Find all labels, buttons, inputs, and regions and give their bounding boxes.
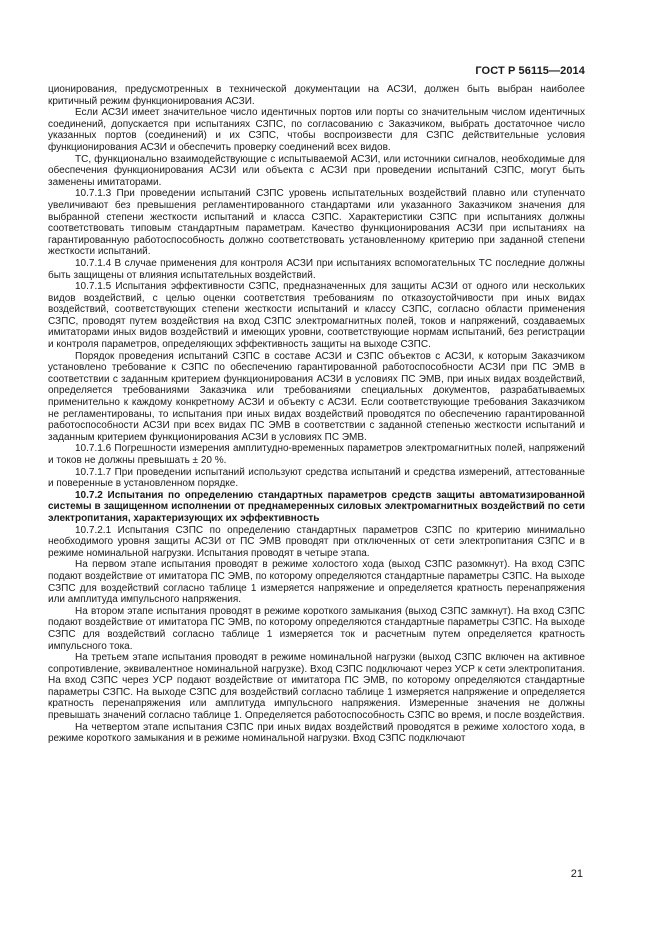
paragraph-stage-one: На первом этапе испытания проводят в режиме холостого хода (выход СЗПС разомкнут). На вход СЗПС подают воздействие от имитатора ПС ЭМВ, по которому определяются стандартные параметры СЗПС. На выходе СЗПС для воздействий согласно таблице 1 измеряется напряжение и определяется кратность перенапряжения или амплитуда импульсного напряжения. (48, 559, 585, 606)
clause-10-7-2-1: 10.7.2.1 Испытания СЗПС по определению стандартных параметров СЗПС по критерию минимально необходимого уровня защиты АСЗИ от ПС ЭМВ проводят при отключенных от сети электропитания СЗПС и в режиме номинальной нагрузки. Испытания проводят в четыре этапа. (48, 524, 585, 559)
paragraph-stage-two: На втором этапе испытания проводят в режиме короткого замыкания (выход СЗПС замкнут). На вход СЗПС подают воздействие от имитатора ПС ЭМВ, по которому определяются стандартные параметры СЗПС. На выходе СЗПС для воздействий согласно таблице 1 измеряется ток и расчетным путем определяется кратность импульсного тока. (48, 605, 585, 652)
page-number: 21 (570, 868, 583, 880)
clause-10-7-1-6: 10.7.1.6 Погрешности измерения амплитудно-временных параметров электромагнитных полей, напряжений и токов не должны превышать ± 20 %. (48, 443, 585, 466)
paragraph-stage-four: На четвертом этапе испытания СЗПС при иных видах воздействий проводятся в режиме холостого хода, в режиме короткого замыкания и в режиме номинальной нагрузки. Вход СЗПС подключают (48, 721, 585, 745)
clause-10-7-1-7: 10.7.1.7 При проведении испытаний используют средства испытаний и средства измерений, аттестованные и поверенные в установленном порядке. (48, 466, 585, 490)
paragraph-simulators: ТС, функционально взаимодействующие с испытываемой АСЗИ, или источники сигналов, необходимые для обеспечения функционирования АСЗИ или объекта с АСЗИ при проведении испытаний СЗПС, могут быть заменены имитаторами. (48, 153, 585, 188)
paragraph-continuation: ционирования, предусмотренных в технической документации на АСЗИ, должен быть выбран наиболее критичный режим функционирования АСЗИ. (48, 84, 585, 107)
clause-10-7-1-5: 10.7.1.5 Испытания эффективности СЗПС, предназначенных для защиты АСЗИ от одного или нескольких видов воздействий, с целью оценки соответствия требованиям по отказоустойчивости при иных видах воздействий, соответствующих степени жесткости испытаний и классу СЗПС, согласно области применения СЗПС, проводят путем воздействия на вход СЗПС электромагнитных полей, токов и напряжений, создаваемых имитаторами иных видов воздействий и имеющих уровни, соответствующие нормам испытаний, без регистрации и контроля параметров, определяющих эффективность защиты на выходе СЗПС. (48, 281, 585, 351)
clause-10-7-1-3: 10.7.1.3 При проведении испытаний СЗПС уровень испытательных воздействий плавно или ступенчато увеличивают без превышения регламентированного стандартами или указанного Заказчиком значения для выбранной степени жесткости испытаний и класса СЗПС. Характеристики СЗПС при испытаниях должны соответствовать типовым стандартным параметрам. Качество функционирования АСЗИ при испытаниях на гарантированную работоспособность должно соответствовать установленному критерию при заданной степени жесткости испытаний. (48, 188, 585, 258)
paragraph-stage-three: На третьем этапе испытания проводят в режиме номинальной нагрузки (выход СЗПС включен на активное сопротивление, эквивалентное номинальной нагрузке). Вход СЗПС подключают через УСР к сети электропитания. На вход СЗПС через УСР подают воздействие от имитатора ПС ЭМВ, по которому определяются стандартные параметры СЗПС. На выходе СЗПС для воздействий согласно таблице 1 измеряется напряжение и определяется кратность перенапряжения или амплитуда импульсного напряжения. Измеренные значения не должны превышать значений согласно таблице 1. Определяется работоспособность СЗПС во время, и после воздействия. (48, 652, 585, 722)
section-heading-10-7-2: 10.7.2 Испытания по определению стандартных параметров средств защиты автоматизированной системы в защищенном исполнении от преднамеренных силовых электромагнитных воздействий по сети электропитания, характеризующих их эффективность (48, 489, 585, 524)
document-body (48, 84, 585, 745)
paragraph-test-procedure: Порядок проведения испытаний СЗПС в составе АСЗИ и СЗПС объектов с АСЗИ, к которым Заказчиком установлено требование к СЗПС по обеспечению гарантированной работоспособности АСЗИ при ПС ЭМВ в соответствии с заданным критерием функционирования АСЗИ в условиях ПС ЭМВ, при иных видах воздействий, определяется требованиями Заказчика или требованиями специальных документов, разрабатываемых применительно к каждому конкретному АСЗИ и объекту с АСЗИ. Если соответствующие требования Заказчиком не регламентированы, то испытания при иных видах воздействий проводятся по обеспечению гарантированной работоспособности АСЗИ при всех видах ПС ЭМВ в соответствии с заданной степенью жесткости испытаний и заданным критерием функционирования АСЗИ в условиях ПС ЭМВ. (48, 350, 585, 443)
standard-number-header: ГОСТ Р 56115—2014 (475, 65, 585, 77)
clause-10-7-1-4: 10.7.1.4 В случае применения для контроля АСЗИ при испытаниях вспомогательных ТС последние должны быть защищены от влияния испытательных воздействий. (48, 257, 585, 281)
paragraph-identical-ports: Если АСЗИ имеет значительное число идентичных портов или порты со значительным числом идентичных соединений, допускается при испытаниях СЗПС, по согласованию с Заказчиком, выбрать достаточное число указанных портов (соединений) и их СЗПС, чтобы воспроизвести для СЗПС действительные условия функционирования АСЗИ и обеспечить проверку соединений всех видов. (48, 107, 585, 153)
